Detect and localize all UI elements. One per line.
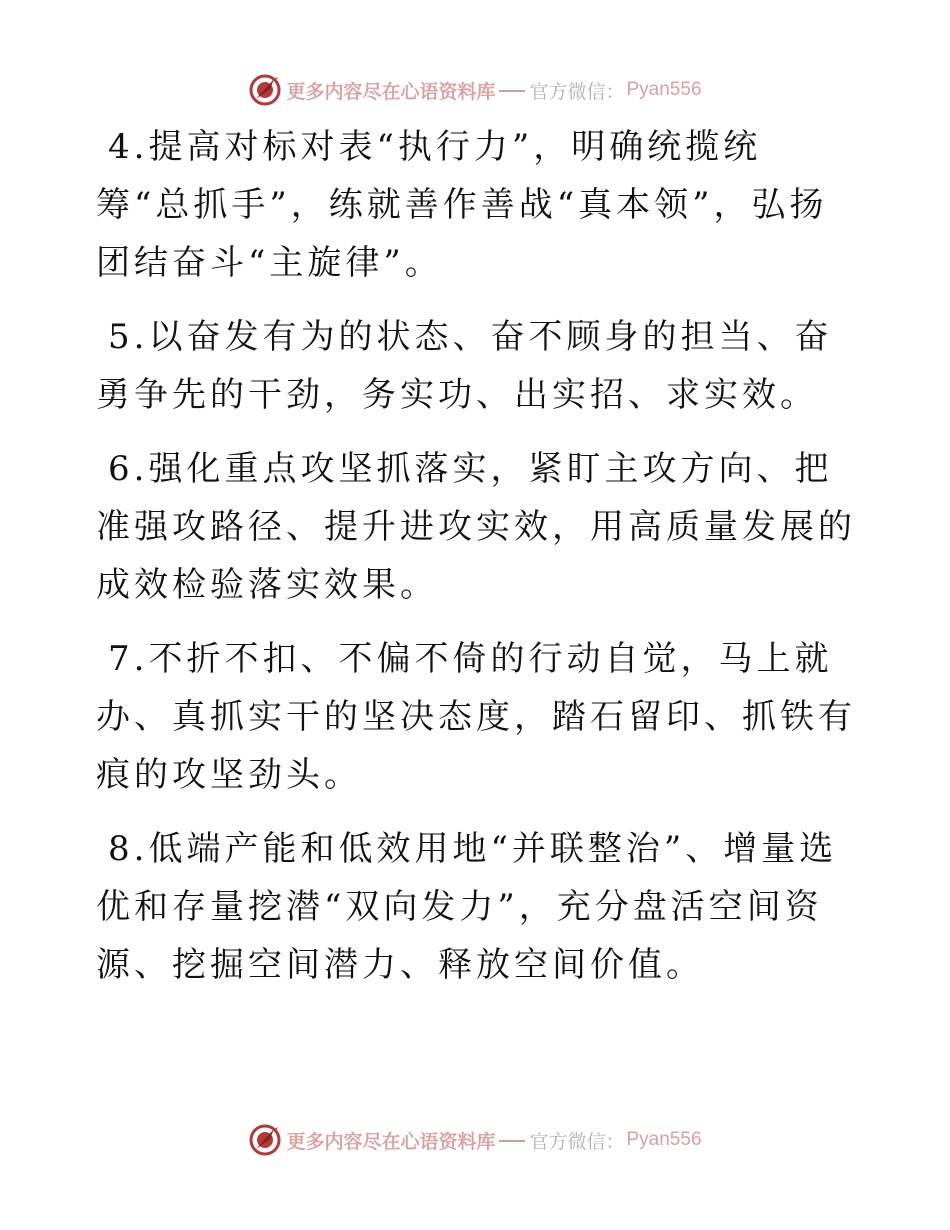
header-wechat-id: Pyan556 bbox=[626, 79, 702, 100]
header-brand-text: 更多内容尽在心语资料库 bbox=[286, 80, 496, 103]
footer-watermark-banner bbox=[0, 1120, 950, 1160]
document-body bbox=[96, 118, 856, 1010]
header-wechat-label: 官方微信： bbox=[529, 80, 625, 103]
footer-wechat-id: Pyan556 bbox=[626, 1129, 702, 1150]
header-dash-divider bbox=[499, 90, 525, 92]
footer-dash-divider bbox=[499, 1140, 525, 1142]
feather-pen-logo-icon bbox=[248, 73, 282, 107]
paragraph-item-4: 4.提高对标对表“执行力”，明确统揽统筹“总抓手”，练就善作善战“真本领”，弘扬团结奋斗“主旋律”。 bbox=[96, 127, 828, 283]
feather-pen-logo-icon bbox=[248, 1123, 282, 1157]
paragraph-item-7: 7.不折不扣、不偏不倚的行动自觉，马上就办、真抓实干的坚决态度，踏石留印、抓铁有痕的攻坚劲头。 bbox=[96, 639, 856, 795]
paragraph-item-5: 5.以奋发有为的状态、奋不顾身的担当、奋勇争先的干劲，务实功、出实招、求实效。 bbox=[96, 317, 833, 415]
footer-wechat-label: 官方微信： bbox=[529, 1130, 625, 1153]
paragraph-item-6: 6.强化重点攻坚抓落实，紧盯主攻方向、把准强攻路径、提升进攻实效，用高质量发展的成效检验落实效果。 bbox=[96, 449, 856, 605]
header-watermark-banner bbox=[0, 70, 950, 110]
footer-brand-text: 更多内容尽在心语资料库 bbox=[286, 1130, 496, 1153]
paragraph-item-8: 8.低端产能和低效用地“并联整治”、增量选优和存量挖潜“双向发力”，充分盘活空间资源、挖掘空间潜力、释放空间价值。 bbox=[96, 829, 838, 985]
